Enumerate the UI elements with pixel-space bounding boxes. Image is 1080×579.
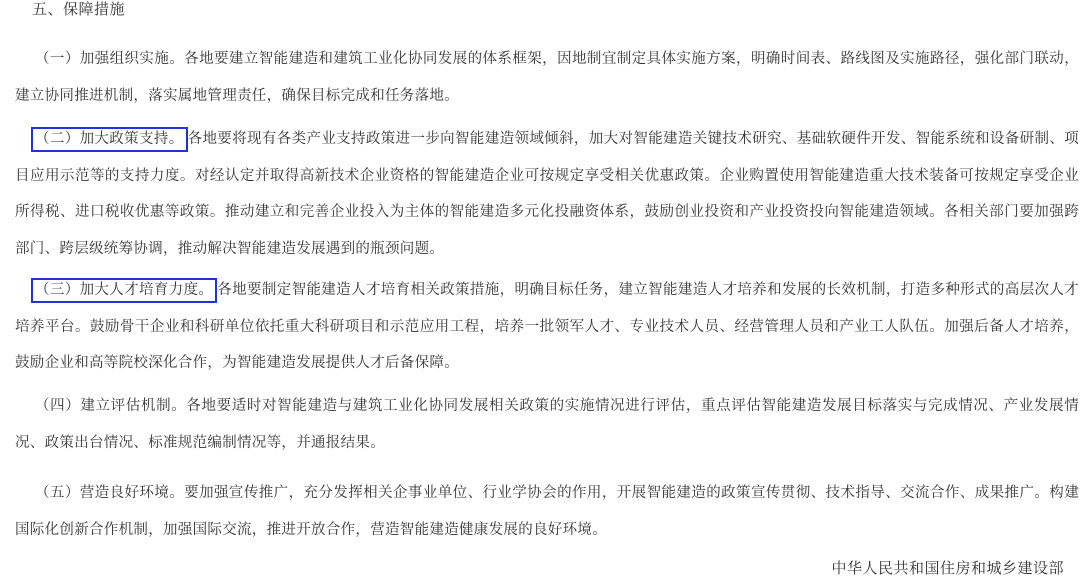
paragraph-body: 各地要建立智能建造和建筑工业化协同发展的体系框架，因地制宜制定具体实施方案，明确时间表、路线图及实施路径，强化部门联动，建立协同推进机制，落实属地管理责任，确保目标完成和任务落地。 [15,51,1080,104]
paragraph-title: （一）加强组织实施。 [35,51,185,67]
paragraph-title: （五）营造良好环境。 [35,485,185,501]
paragraph-body: 要加强宣传推广，充分发挥相关企事业单位、行业学协会的作用，开展智能建造的政策宣传贯彻、技术指导、交流合作、成果推广。构建国际化创新合作机制，加强国际交流，推进开放合作，营造智能建造健康发展的良好环境。 [15,485,1080,538]
paragraph-talent [15,272,1079,382]
paragraph-environment [15,475,1079,548]
paragraph-body: 各地要将现有各类产业支持政策进一步向智能建造领域倾斜，加大对智能建造关键技术研究、基础软硬件开发、智能系统和设备研制、项目应用示范等的支持力度。对经认定并取得高新技术企业资格的智能建造企业可按规定享受相关优惠政策。企业购置使用智能建造重大技术装备可按规定享受企业所得税、进口税收优惠等政策。推动建立和完善企业投入为主体的智能建造多元化投融资体系，鼓励创业投资和产业投资投向智能建造领域。各相关部门要加强跨部门、跨层级统筹协调，推动解决智能建造发展遇到的瓶颈问题。 [15,131,1080,257]
highlighted-title: （二）加大政策支持。 [31,127,188,152]
paragraph-organization [15,41,1079,114]
paragraph-evaluation [15,388,1079,461]
paragraph-title: （四）建立评估机制。 [35,398,187,414]
highlighted-title: （三）加大人才培育力度。 [31,278,217,303]
issuer-signature: 中华人民共和国住房和城乡建设部 [831,559,1064,577]
paragraph-policy-support [15,121,1079,267]
section-heading: 五、保障措施 [32,0,126,18]
paragraph-body: 各地要适时对智能建造与建筑工业化协同发展相关政策的实施情况进行评估，重点评估智能建造发展目标落实与完成情况、产业发展情况、政策出台情况、标准规范编制情况等，并通报结果。 [15,398,1079,451]
paragraph-body: 各地要制定智能建造人才培育相关政策措施，明确目标任务，建立智能建造人才培养和发展的长效机制，打造多种形式的高层次人才培养平台。鼓励骨干企业和科研单位依托重大科研项目和示范应用工程，培养一批领军人才、专业技术人员、经营管理人员和产业工人队伍。加强后备人才培养，鼓励企业和高等院校深化合作，为智能建造发展提供人才后备保障。 [15,282,1079,371]
